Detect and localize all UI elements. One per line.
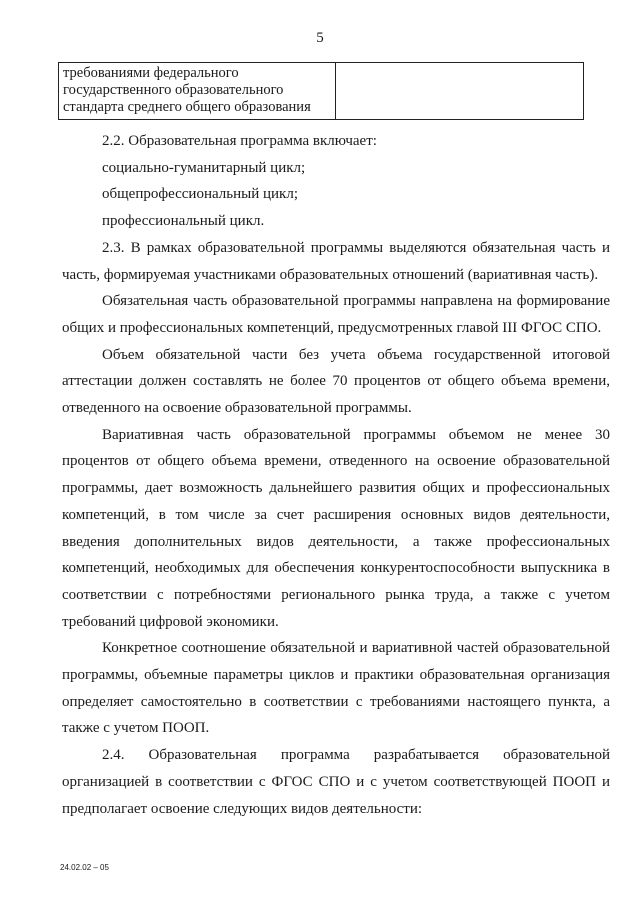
table-cell-right [336, 63, 584, 120]
table-cell-left: требованиями федерального государственного образовательного стандарта среднего общего образования [59, 63, 336, 120]
paragraph: Конкретное соотношение обязательной и вариативной частей образовательной программы, объемные параметры циклов и практики образовательная организация определяет самостоятельно в соответствии с требованиями настоящего пункта, а также с учетом ПООП. [62, 640, 610, 737]
paragraph: социально-гуманитарный цикл; [102, 159, 306, 176]
paragraph: Вариативная часть образовательной программы объемом не менее 30 процентов от общего объема времени, отведенного на освоение образовательной программы, дает возможность дальнейшего развития общих и профессиональных компетенций, в том числе за счет расширения основных видов деятельности, введения дополнительных видов деятельности, а также профессиональных компетенций, необходимых для обеспечения конкурентоспособности выпускника в соответствии с потребностями регионального рынка труда, а также с учетом требований цифровой экономики. [62, 426, 610, 630]
paragraph: Обязательная часть образовательной программы направлена на формирование общих и профессиональных компетенций, предусмотренных главой III ФГОС СПО. [62, 293, 610, 336]
paragraph: профессиональный цикл. [102, 213, 265, 230]
footer-code: 24.02.02 – 05 [60, 863, 109, 872]
paragraph: Объем обязательной части без учета объема государственной итоговой аттестации должен составлять не более 70 процентов от общего объема времени, отведенного на освоение образовательной программы. [62, 346, 610, 417]
paragraph: 2.2. Образовательная программа включает: [102, 133, 377, 149]
document-body [62, 128, 610, 822]
paragraph: 2.3. В рамках образовательной программы выделяются обязательная часть и часть, формируемая участниками образовательных отношений (вариативная часть). [62, 239, 610, 283]
continuation-table [58, 62, 584, 120]
paragraph: общепрофессиональный цикл; [102, 186, 298, 203]
page-number: 5 [316, 30, 324, 46]
table-row [59, 63, 584, 120]
paragraph: 2.4. Образовательная программа разрабатывается образовательной организацией в соответствии с ФГОС СПО и с учетом соответствующей ПООП и предполагает освоение следующих видов деятельности: [62, 747, 610, 817]
